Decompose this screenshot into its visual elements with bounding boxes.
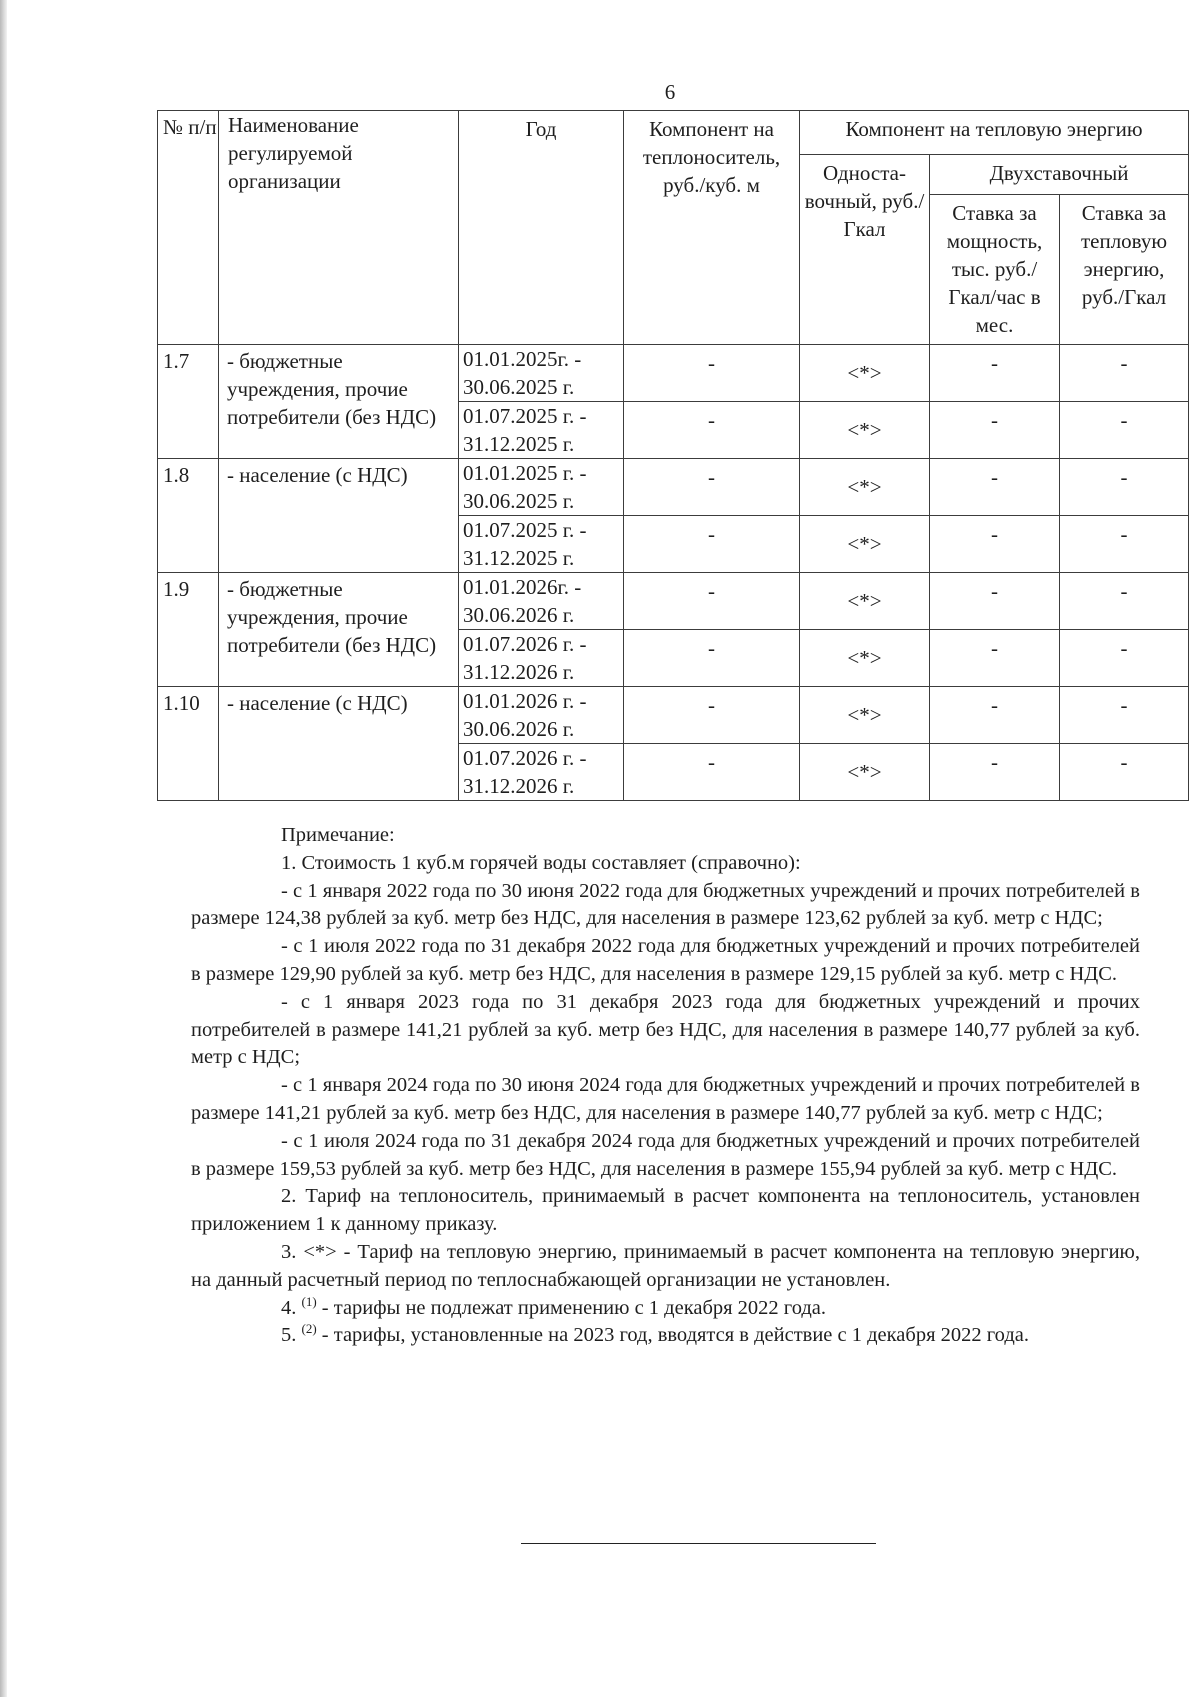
carrier-value: -	[624, 516, 800, 573]
header-year: Год	[459, 111, 624, 345]
energy-value: -	[1060, 345, 1189, 402]
period: 01.07.2026 г. - 31.12.2026 г.	[459, 744, 624, 801]
note-1d: - с 1 января 2024 года по 30 июня 2024 года для бюджетных учреждений и прочих потребителей в размере 141,21 рублей за куб. метр без НДС, для населения в размере 140,77 рублей за куб. метр с НДС;	[191, 1074, 1140, 1124]
table-row	[158, 687, 1189, 744]
capacity-value: -	[930, 744, 1060, 801]
note-1c: - с 1 января 2023 года по 31 декабря 2023 года для бюджетных учреждений и прочих потребителей в размере 141,21 рублей за куб. метр без НДС, для населения в размере 140,77 рублей за куб. метр с НДС;	[191, 990, 1140, 1069]
period: 01.07.2025 г. - 31.12.2025 г.	[459, 516, 624, 573]
capacity-value: -	[930, 573, 1060, 630]
note-4-number: 4.	[281, 1296, 297, 1319]
table-row	[158, 459, 1189, 516]
single-rate-value: <*>	[800, 630, 930, 687]
energy-value: -	[1060, 630, 1189, 687]
capacity-value: -	[930, 516, 1060, 573]
period: 01.01.2026 г. - 30.06.2026 г.	[459, 687, 624, 744]
single-rate-value: <*>	[800, 402, 930, 459]
note-1e: - с 1 июля 2024 года по 31 декабря 2024 года для бюджетных учреждений и прочих потребителей в размере 159,53 рублей за куб. метр без НДС, для населения в размере 155,94 рублей за куб. метр с НДС.	[191, 1129, 1140, 1180]
tariff-table	[157, 110, 1189, 801]
row-number: 1.7	[158, 345, 219, 459]
period: 01.07.2026 г. - 31.12.2026 г.	[459, 630, 624, 687]
capacity-value: -	[930, 402, 1060, 459]
energy-value: -	[1060, 459, 1189, 516]
row-number: 1.9	[158, 573, 219, 687]
carrier-value: -	[624, 744, 800, 801]
consumer-group: - население (с НДС)	[219, 459, 459, 573]
notes-section	[191, 822, 1140, 1350]
note-4	[191, 1295, 1140, 1323]
scan-edge-shadow	[0, 0, 7, 1697]
consumer-group: - бюджетные учреждения, прочие потребители (без НДС)	[219, 573, 459, 687]
energy-value: -	[1060, 687, 1189, 744]
capacity-value: -	[930, 630, 1060, 687]
energy-value: -	[1060, 402, 1189, 459]
header-single-rate: Односта-вочный, руб./Гкал	[800, 155, 930, 345]
consumer-group: - население (с НДС)	[219, 687, 459, 801]
footnote-mark-1: (1)	[301, 1293, 317, 1309]
table-row	[158, 573, 1189, 630]
single-rate-value: <*>	[800, 516, 930, 573]
table-row	[158, 345, 1189, 402]
row-number: 1.10	[158, 687, 219, 801]
capacity-value: -	[930, 687, 1060, 744]
carrier-value: -	[624, 402, 800, 459]
single-rate-value: <*>	[800, 459, 930, 516]
note-1: 1. Стоимость 1 куб.м горячей воды составляет (справочно):	[281, 851, 801, 874]
footnote-mark-2: (2)	[301, 1321, 317, 1337]
consumer-group: - бюджетные учреждения, прочие потребители (без НДС)	[219, 345, 459, 459]
carrier-value: -	[624, 459, 800, 516]
header-num: № п/п	[158, 111, 219, 345]
energy-value: -	[1060, 516, 1189, 573]
header-energy-rate: Ставка за тепловую энергию, руб./Гкал	[1060, 195, 1189, 345]
capacity-value: -	[930, 459, 1060, 516]
note-1a: - с 1 января 2022 года по 30 июня 2022 года для бюджетных учреждений и прочих потребителей в размере 124,38 рублей за куб. метр без НДС, для населения в размере 123,62 рублей за куб. метр с НДС;	[191, 879, 1140, 930]
period: 01.01.2025г. - 30.06.2025 г.	[459, 345, 624, 402]
period: 01.07.2025 г. - 31.12.2025 г.	[459, 402, 624, 459]
period: 01.01.2025 г. - 30.06.2025 г.	[459, 459, 624, 516]
carrier-value: -	[624, 345, 800, 402]
energy-value: -	[1060, 573, 1189, 630]
header-heat-carrier: Компонент на теплоноситель, руб./куб. м	[624, 111, 800, 345]
notes-title: Примечание:	[281, 824, 395, 846]
carrier-value: -	[624, 573, 800, 630]
single-rate-value: <*>	[800, 744, 930, 801]
note-1b: - с 1 июля 2022 года по 31 декабря 2022 года для бюджетных учреждений и прочих потребителей в размере 129,90 рублей за куб. метр без НДС, для населения в размере 129,15 рублей за куб. метр с НДС.	[191, 935, 1140, 985]
carrier-value: -	[624, 687, 800, 744]
note-2: 2. Тариф на теплоноситель, принимаемый в расчет компонента на теплоноситель, установлен приложением 1 к данному приказу.	[191, 1185, 1140, 1236]
note-5-number: 5.	[281, 1324, 297, 1347]
single-rate-value: <*>	[800, 687, 930, 744]
header-org: Наименование регулируемой организации	[219, 111, 459, 345]
header-heat-energy: Компонент на тепловую энергию	[800, 111, 1189, 155]
carrier-value: -	[624, 630, 800, 687]
single-rate-value: <*>	[800, 345, 930, 402]
single-rate-value: <*>	[800, 573, 930, 630]
note-3: 3. <*> - Тариф на тепловую энергию, принимаемый в расчет компонента на тепловую энергию, на данный расчетный период по теплоснабжающей организации не установлен.	[191, 1240, 1140, 1291]
row-number: 1.8	[158, 459, 219, 573]
note-4-text: - тарифы не подлежат применению с 1 декабря 2022 года.	[316, 1296, 827, 1319]
capacity-value: -	[930, 345, 1060, 402]
header-two-rate: Двухставочный	[930, 155, 1189, 195]
end-divider	[521, 1543, 876, 1544]
period: 01.01.2026г. - 30.06.2026 г.	[459, 573, 624, 630]
note-5	[191, 1322, 1140, 1350]
energy-value: -	[1060, 744, 1189, 801]
note-5-text: - тарифы, установленные на 2023 год, вводятся в действие с 1 декабря 2022 года.	[316, 1324, 1029, 1347]
header-capacity-rate: Ставка за мощность, тыс. руб./ Гкал/час в мес.	[930, 195, 1060, 345]
page-number: 6	[664, 80, 676, 104]
